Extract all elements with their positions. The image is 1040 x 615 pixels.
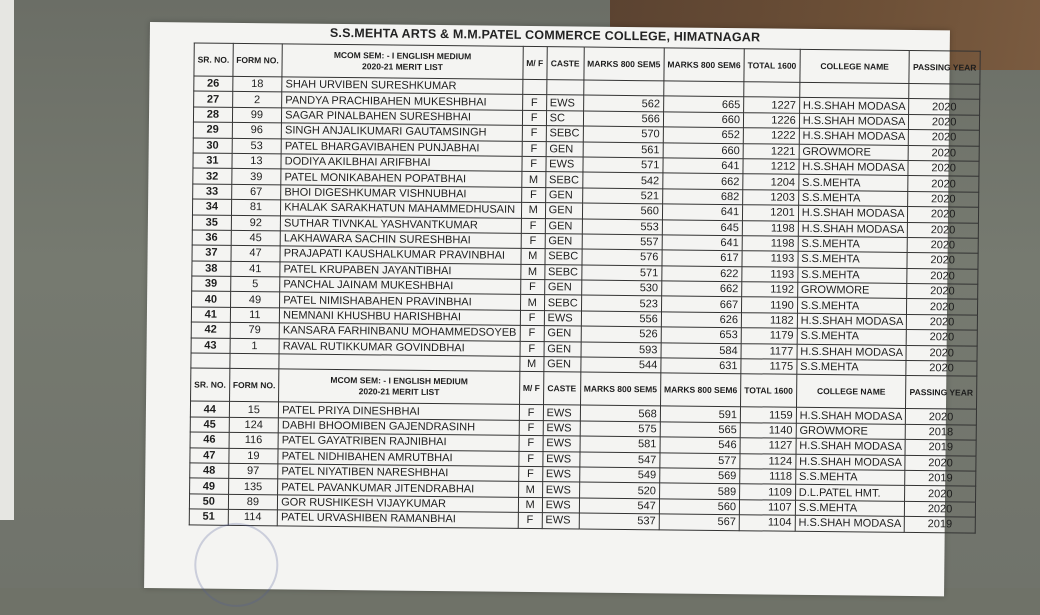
passing-year: 2020 <box>909 130 980 146</box>
header-year: PASSING YEAR <box>906 376 977 410</box>
passing-year: 2020 <box>906 345 977 361</box>
college-name: D.L.PATEL HMT. <box>795 485 905 502</box>
marks-sem6: 660 <box>663 112 743 128</box>
marks-sem6: 546 <box>660 437 740 453</box>
gender: F <box>520 326 544 342</box>
marks-sem6: 584 <box>661 343 741 359</box>
form-no: 96 <box>232 123 282 139</box>
marks-sem6: 565 <box>660 422 740 438</box>
sr-no: 47 <box>190 448 229 464</box>
header-mf: M/ F <box>519 372 543 405</box>
caste: GEN <box>545 187 582 203</box>
total-marks: 1177 <box>741 343 797 359</box>
college-name: H.S.SHAH MODASA <box>798 221 908 238</box>
caste: GEN <box>546 141 583 157</box>
header-college: COLLEGE NAME <box>800 49 910 83</box>
form-no: 67 <box>231 184 281 200</box>
sr-no: 39 <box>192 276 231 292</box>
student-name: PATEL PAVANKUMAR JITENDRABHAI <box>278 479 519 497</box>
gender: F <box>519 405 543 421</box>
college-name: S.S.MEHTA <box>797 359 907 376</box>
marks-sem6: 662 <box>663 173 743 189</box>
passing-year: 2020 <box>907 314 978 330</box>
student-name: PATEL KRUPABEN JAYANTIBHAI <box>280 262 521 280</box>
total-marks: 1222 <box>743 128 799 144</box>
sr-no: 49 <box>190 478 229 494</box>
total-marks: 1204 <box>743 174 799 190</box>
header-caste: CASTE <box>543 372 580 405</box>
marks-sem5: 523 <box>581 296 661 312</box>
form-no: 124 <box>229 417 279 433</box>
caste: GEN <box>545 218 582 234</box>
caste: EWS <box>542 497 579 513</box>
marks-sem5: 521 <box>582 188 662 204</box>
caste: GEN <box>544 280 581 296</box>
marks-sem5: 593 <box>581 342 661 358</box>
total-marks: 1221 <box>743 143 799 159</box>
form-no: 18 <box>232 76 282 92</box>
total-marks: 1192 <box>742 282 798 298</box>
passing-year: 2020 <box>908 160 979 176</box>
gender: M <box>521 203 545 219</box>
total-marks: 1124 <box>740 453 796 469</box>
gender: F <box>520 341 544 357</box>
passing-year <box>909 83 980 99</box>
form-no: 92 <box>231 215 281 231</box>
header-sem6: MARKS 800 SEM6 <box>660 373 741 407</box>
college-name: S.S.MEHTA <box>798 267 908 284</box>
gender: F <box>518 466 542 482</box>
marks-sem5: 575 <box>580 421 660 437</box>
marks-sem6: 641 <box>662 235 742 251</box>
marks-sem6: 641 <box>663 158 743 174</box>
marks-sem5: 530 <box>581 280 661 296</box>
sr-no: 50 <box>189 494 228 510</box>
total-marks: 1203 <box>743 189 799 205</box>
passing-year: 2020 <box>909 114 980 130</box>
caste: SEBC <box>544 295 581 311</box>
student-name: SUTHAR TIVNKAL YASHVANTKUMAR <box>280 215 521 233</box>
caste: GEN <box>544 341 581 357</box>
marks-sem5: 570 <box>583 126 663 142</box>
total-marks: 1104 <box>739 515 795 531</box>
marks-sem6: 591 <box>660 406 740 422</box>
college-name: H.S.SHAH MODASA <box>797 313 907 330</box>
merit-list-sheet <box>144 22 977 596</box>
college-stamp <box>194 522 279 607</box>
marks-sem5: 553 <box>582 219 662 235</box>
college-name: GROWMORE <box>799 144 909 161</box>
gender: F <box>519 436 543 452</box>
sr-no: 31 <box>193 153 232 169</box>
total-marks: 1198 <box>742 220 798 236</box>
gender: F <box>521 233 545 249</box>
college-name: H.S.SHAH MODASA <box>797 344 907 361</box>
student-name: KHALAK SARAKHATUN MAHAMMEDHUSAIN <box>281 200 522 218</box>
college-name: H.S.SHAH MODASA <box>799 159 909 176</box>
marks-sem6: 652 <box>663 127 743 143</box>
student-name: SHAH URVIBEN SURESHKUMAR <box>282 77 523 95</box>
marks-sem6: 665 <box>663 96 743 112</box>
college-name: H.S.SHAH MODASA <box>799 113 909 130</box>
form-no: 53 <box>232 138 282 154</box>
header-total: TOTAL 1600 <box>741 374 797 408</box>
passing-year: 2020 <box>907 253 978 269</box>
student-name: KANSARA FARHINBANU MOHAMMEDSOYEB <box>279 323 520 341</box>
gender <box>522 79 546 95</box>
table-body-second <box>189 401 976 532</box>
student-name: GOR RUSHIKESH VIJAYKUMAR <box>278 495 519 513</box>
sr-no: 33 <box>193 184 232 200</box>
student-name: PATEL PRIYA DINESHBHAI <box>279 402 520 420</box>
college-name: H.S.SHAH MODASA <box>795 515 905 532</box>
marks-sem5: 557 <box>582 234 662 250</box>
student-name: NEMNANI KHUSHBU HARISHBHAI <box>280 308 521 326</box>
total-marks: 1227 <box>744 97 800 113</box>
header-title: MCOM SEM: - I ENGLISH MEDIUM 2020-21 MERIT LIST <box>282 44 523 80</box>
passing-year: 2019 <box>905 440 976 456</box>
student-name: PATEL BHARGAVIBAHEN PUNJABHAI <box>281 138 522 156</box>
caste: EWS <box>546 157 583 173</box>
college-title: S.S.MEHTA ARTS & M.M.PATEL COMMERCE COLLEGE, HIMATNAGAR <box>329 25 761 45</box>
passing-year: 2018 <box>906 424 977 440</box>
marks-sem5: 560 <box>582 203 662 219</box>
marks-sem5: 581 <box>580 436 660 452</box>
gender: F <box>522 156 546 172</box>
caste: EWS <box>543 451 580 467</box>
total-marks <box>744 82 800 98</box>
caste: SEBC <box>546 126 583 142</box>
marks-sem5: 549 <box>579 467 659 483</box>
sr-no: 29 <box>193 122 232 138</box>
caste: EWS <box>543 405 580 421</box>
total-marks: 1190 <box>742 297 798 313</box>
college-name: S.S.MEHTA <box>798 190 908 207</box>
gender: M <box>521 249 545 265</box>
passing-year: 2020 <box>908 176 979 192</box>
sr-no: 42 <box>191 322 230 338</box>
marks-sem6: 631 <box>661 358 741 374</box>
sr-no: 36 <box>192 230 231 246</box>
student-name: PATEL NIMISHABAHEN PRAVINBHAI <box>280 292 521 310</box>
sr-no: 51 <box>189 509 228 525</box>
header-sem6: MARKS 800 SEM6 <box>664 48 745 82</box>
form-no: 15 <box>229 402 279 418</box>
passing-year: 2020 <box>905 455 976 471</box>
passing-year: 2020 <box>906 360 977 376</box>
header-sr: SR. NO. <box>194 43 233 76</box>
form-no: 13 <box>232 153 282 169</box>
marks-sem6: 567 <box>659 514 739 530</box>
sr-no: 34 <box>192 199 231 215</box>
header-sem5: MARKS 800 SEM5 <box>584 47 665 81</box>
college-name: H.S.SHAH MODASA <box>799 98 909 115</box>
sr-no: 27 <box>194 91 233 107</box>
passing-year: 2020 <box>905 501 976 517</box>
caste: GEN <box>544 326 581 342</box>
student-name: PATEL GAYATRIBEN RAJNIBHAI <box>278 433 519 451</box>
header-form: FORM NO. <box>229 369 279 403</box>
student-name: DABHI BHOOMIBEN GAJENDRASINH <box>278 418 519 436</box>
sr-no: 35 <box>192 214 231 230</box>
student-name: PATEL NIDHIBAHEN AMRUTBHAI <box>278 448 519 466</box>
total-marks: 1107 <box>739 499 795 515</box>
gender: M <box>520 264 544 280</box>
marks-sem6: 660 <box>663 142 743 158</box>
sr-no: 45 <box>190 417 229 433</box>
marks-sem5: 562 <box>583 95 663 111</box>
header-sem5: MARKS 800 SEM5 <box>580 372 661 406</box>
form-no: 89 <box>228 494 278 510</box>
marks-sem5: 544 <box>580 357 660 373</box>
marks-sem6: 622 <box>662 266 742 282</box>
student-name: PATEL URVASHIBEN RAMANBHAI <box>277 510 518 528</box>
student-name: PRAJAPATI KAUSHALKUMAR PRAVINBHAI <box>280 246 521 264</box>
passing-year: 2020 <box>906 409 977 425</box>
gender: M <box>518 482 542 498</box>
paper-edge <box>0 0 14 520</box>
passing-year: 2020 <box>907 299 978 315</box>
caste: GEN <box>544 357 581 373</box>
sr-no: 37 <box>192 245 231 261</box>
gender: F <box>522 126 546 142</box>
marks-sem5: 520 <box>579 482 659 498</box>
passing-year: 2019 <box>905 517 976 533</box>
passing-year: 2020 <box>908 207 979 223</box>
gender: F <box>522 95 546 111</box>
marks-sem6: 662 <box>661 281 741 297</box>
sr-no: 43 <box>191 338 230 354</box>
sr-no: 48 <box>190 463 229 479</box>
form-no: 2 <box>232 92 282 108</box>
marks-sem6: 653 <box>661 327 741 343</box>
total-marks: 1212 <box>743 159 799 175</box>
caste: EWS <box>544 311 581 327</box>
student-name: SAGAR PINALBAHEN SURESHBHAI <box>282 108 523 126</box>
header-mf: M/ F <box>523 46 547 79</box>
marks-sem5: 561 <box>583 142 663 158</box>
college-name: GROWMORE <box>796 423 906 440</box>
form-no: 99 <box>232 107 282 123</box>
caste: SC <box>546 110 583 126</box>
caste: GEN <box>545 234 582 250</box>
marks-sem5: 571 <box>583 157 663 173</box>
college-name: S.S.MEHTA <box>797 298 907 315</box>
gender: F <box>519 451 543 467</box>
passing-year: 2020 <box>907 330 978 346</box>
gender: F <box>521 218 545 234</box>
caste: EWS <box>542 482 579 498</box>
marks-sem5: 556 <box>581 311 661 327</box>
total-marks: 1140 <box>740 423 796 439</box>
form-no: 19 <box>229 448 279 464</box>
form-no: 47 <box>231 246 281 262</box>
college-name: H.S.SHAH MODASA <box>796 408 906 425</box>
merit-list-table <box>189 42 981 533</box>
table-body-first <box>191 76 980 377</box>
form-no: 49 <box>230 292 280 308</box>
total-marks: 1201 <box>743 205 799 221</box>
sr-no <box>191 353 230 369</box>
caste: EWS <box>543 420 580 436</box>
caste: GEN <box>545 203 582 219</box>
gender: F <box>518 513 542 529</box>
college-name: H.S.SHAH MODASA <box>799 128 909 145</box>
total-marks: 1198 <box>742 236 798 252</box>
gender: F <box>521 187 545 203</box>
caste <box>546 80 583 96</box>
marks-sem5: 568 <box>580 405 660 421</box>
form-no: 39 <box>231 169 281 185</box>
marks-sem5: 547 <box>579 498 659 514</box>
form-no: 114 <box>228 510 278 526</box>
form-no: 5 <box>230 276 280 292</box>
marks-sem5: 526 <box>581 326 661 342</box>
gender: M <box>520 295 544 311</box>
passing-year: 2020 <box>909 99 980 115</box>
marks-sem6: 641 <box>662 204 742 220</box>
student-name: PANCHAL JAINAM MUKESHBHAI <box>280 277 521 295</box>
marks-sem6: 589 <box>659 483 739 499</box>
caste: EWS <box>542 467 579 483</box>
gender: M <box>521 172 545 188</box>
gender: F <box>520 310 544 326</box>
form-no: 97 <box>228 463 278 479</box>
form-no: 135 <box>228 479 278 495</box>
passing-year: 2020 <box>909 145 980 161</box>
total-marks: 1193 <box>742 266 798 282</box>
form-no: 116 <box>229 433 279 449</box>
passing-year: 2020 <box>905 486 976 502</box>
passing-year: 2019 <box>905 470 976 486</box>
student-name: BHOI DIGESHKUMAR VISHNUBHAI <box>281 185 522 203</box>
caste: SEBC <box>545 249 582 265</box>
caste: EWS <box>543 436 580 452</box>
marks-sem6: 577 <box>660 452 740 468</box>
header-title: MCOM SEM: - I ENGLISH MEDIUM 2020-21 MERIT LIST <box>279 369 520 405</box>
form-no: 79 <box>230 323 280 339</box>
college-name: GROWMORE <box>797 282 907 299</box>
header-sr: SR. NO. <box>191 368 230 401</box>
gender: F <box>519 420 543 436</box>
sr-no: 30 <box>193 138 232 154</box>
marks-sem6: 617 <box>662 250 742 266</box>
student-name: SINGH ANJALIKUMARI GAUTAMSINGH <box>281 123 522 141</box>
passing-year: 2020 <box>907 284 978 300</box>
gender: M <box>518 497 542 513</box>
sr-no: 44 <box>190 401 229 417</box>
sr-no: 41 <box>191 307 230 323</box>
college-name: S.S.MEHTA <box>799 175 909 192</box>
sr-no: 26 <box>194 76 233 92</box>
college-name: S.S.MEHTA <box>798 252 908 269</box>
marks-sem6: 645 <box>662 219 742 235</box>
form-no: 11 <box>230 307 280 323</box>
total-marks: 1193 <box>742 251 798 267</box>
marks-sem5: 537 <box>579 513 659 529</box>
gender: M <box>520 356 544 372</box>
marks-sem6: 667 <box>661 296 741 312</box>
student-name: DODIYA AKILBHAI ARIFBHAI <box>281 154 522 172</box>
student-name: PATEL MONIKABAHEN POPATBHAI <box>281 169 522 187</box>
header-year: PASSING YEAR <box>909 50 980 84</box>
gender: F <box>520 279 544 295</box>
gender: F <box>522 110 546 126</box>
marks-sem5 <box>583 80 663 96</box>
caste: EWS <box>546 95 583 111</box>
college-name: S.S.MEHTA <box>797 329 907 346</box>
form-no <box>230 353 280 369</box>
college-name: H.S.SHAH MODASA <box>796 454 906 471</box>
header-caste: CASTE <box>547 47 584 80</box>
header-form: FORM NO. <box>233 43 283 77</box>
marks-sem6: 682 <box>662 189 742 205</box>
marks-sem5: 547 <box>579 452 659 468</box>
total-marks: 1159 <box>740 407 796 423</box>
marks-sem6: 569 <box>660 468 740 484</box>
college-name: S.S.MEHTA <box>798 236 908 253</box>
passing-year: 2020 <box>908 237 979 253</box>
form-no: 45 <box>231 230 281 246</box>
caste: SEBC <box>545 172 582 188</box>
marks-sem5: 571 <box>581 265 661 281</box>
student-name: LAKHAWARA SACHIN SURESHBHAI <box>280 231 521 249</box>
marks-sem5: 542 <box>582 172 662 188</box>
caste: SEBC <box>544 264 581 280</box>
marks-sem6 <box>664 81 744 97</box>
marks-sem5: 566 <box>583 111 663 127</box>
sr-no: 38 <box>192 261 231 277</box>
student-name: PATEL NIYATIBEN NARESHBHAI <box>278 464 519 482</box>
total-marks: 1179 <box>741 328 797 344</box>
total-marks: 1118 <box>740 469 796 485</box>
total-marks: 1182 <box>741 313 797 329</box>
gender: F <box>522 141 546 157</box>
college-name: H.S.SHAH MODASA <box>798 205 908 222</box>
student-name: PANDYA PRACHIBAHEN MUKESHBHAI <box>282 92 523 110</box>
marks-sem5: 576 <box>582 249 662 265</box>
passing-year: 2020 <box>907 268 978 284</box>
marks-sem6: 560 <box>659 499 739 515</box>
total-marks: 1226 <box>743 113 799 129</box>
form-no: 81 <box>231 199 281 215</box>
marks-sem6: 626 <box>661 312 741 328</box>
passing-year: 2020 <box>908 222 979 238</box>
college-name: H.S.SHAH MODASA <box>796 438 906 455</box>
sr-no: 28 <box>193 107 232 123</box>
header-total: TOTAL 1600 <box>744 49 800 83</box>
form-no: 41 <box>230 261 280 277</box>
sr-no: 32 <box>193 168 232 184</box>
college-name: S.S.MEHTA <box>795 500 905 517</box>
sr-no: 40 <box>192 291 231 307</box>
header-college: COLLEGE NAME <box>796 375 906 409</box>
total-marks: 1109 <box>740 484 796 500</box>
college-name <box>799 82 909 99</box>
passing-year: 2020 <box>908 191 979 207</box>
sr-no: 46 <box>190 432 229 448</box>
student-name: RAVAL RUTIKKUMAR GOVINDBHAI <box>279 339 520 357</box>
caste: EWS <box>542 513 579 529</box>
total-marks: 1127 <box>740 438 796 454</box>
total-marks: 1175 <box>741 359 797 375</box>
form-no: 1 <box>230 338 280 354</box>
college-name: S.S.MEHTA <box>795 469 905 486</box>
